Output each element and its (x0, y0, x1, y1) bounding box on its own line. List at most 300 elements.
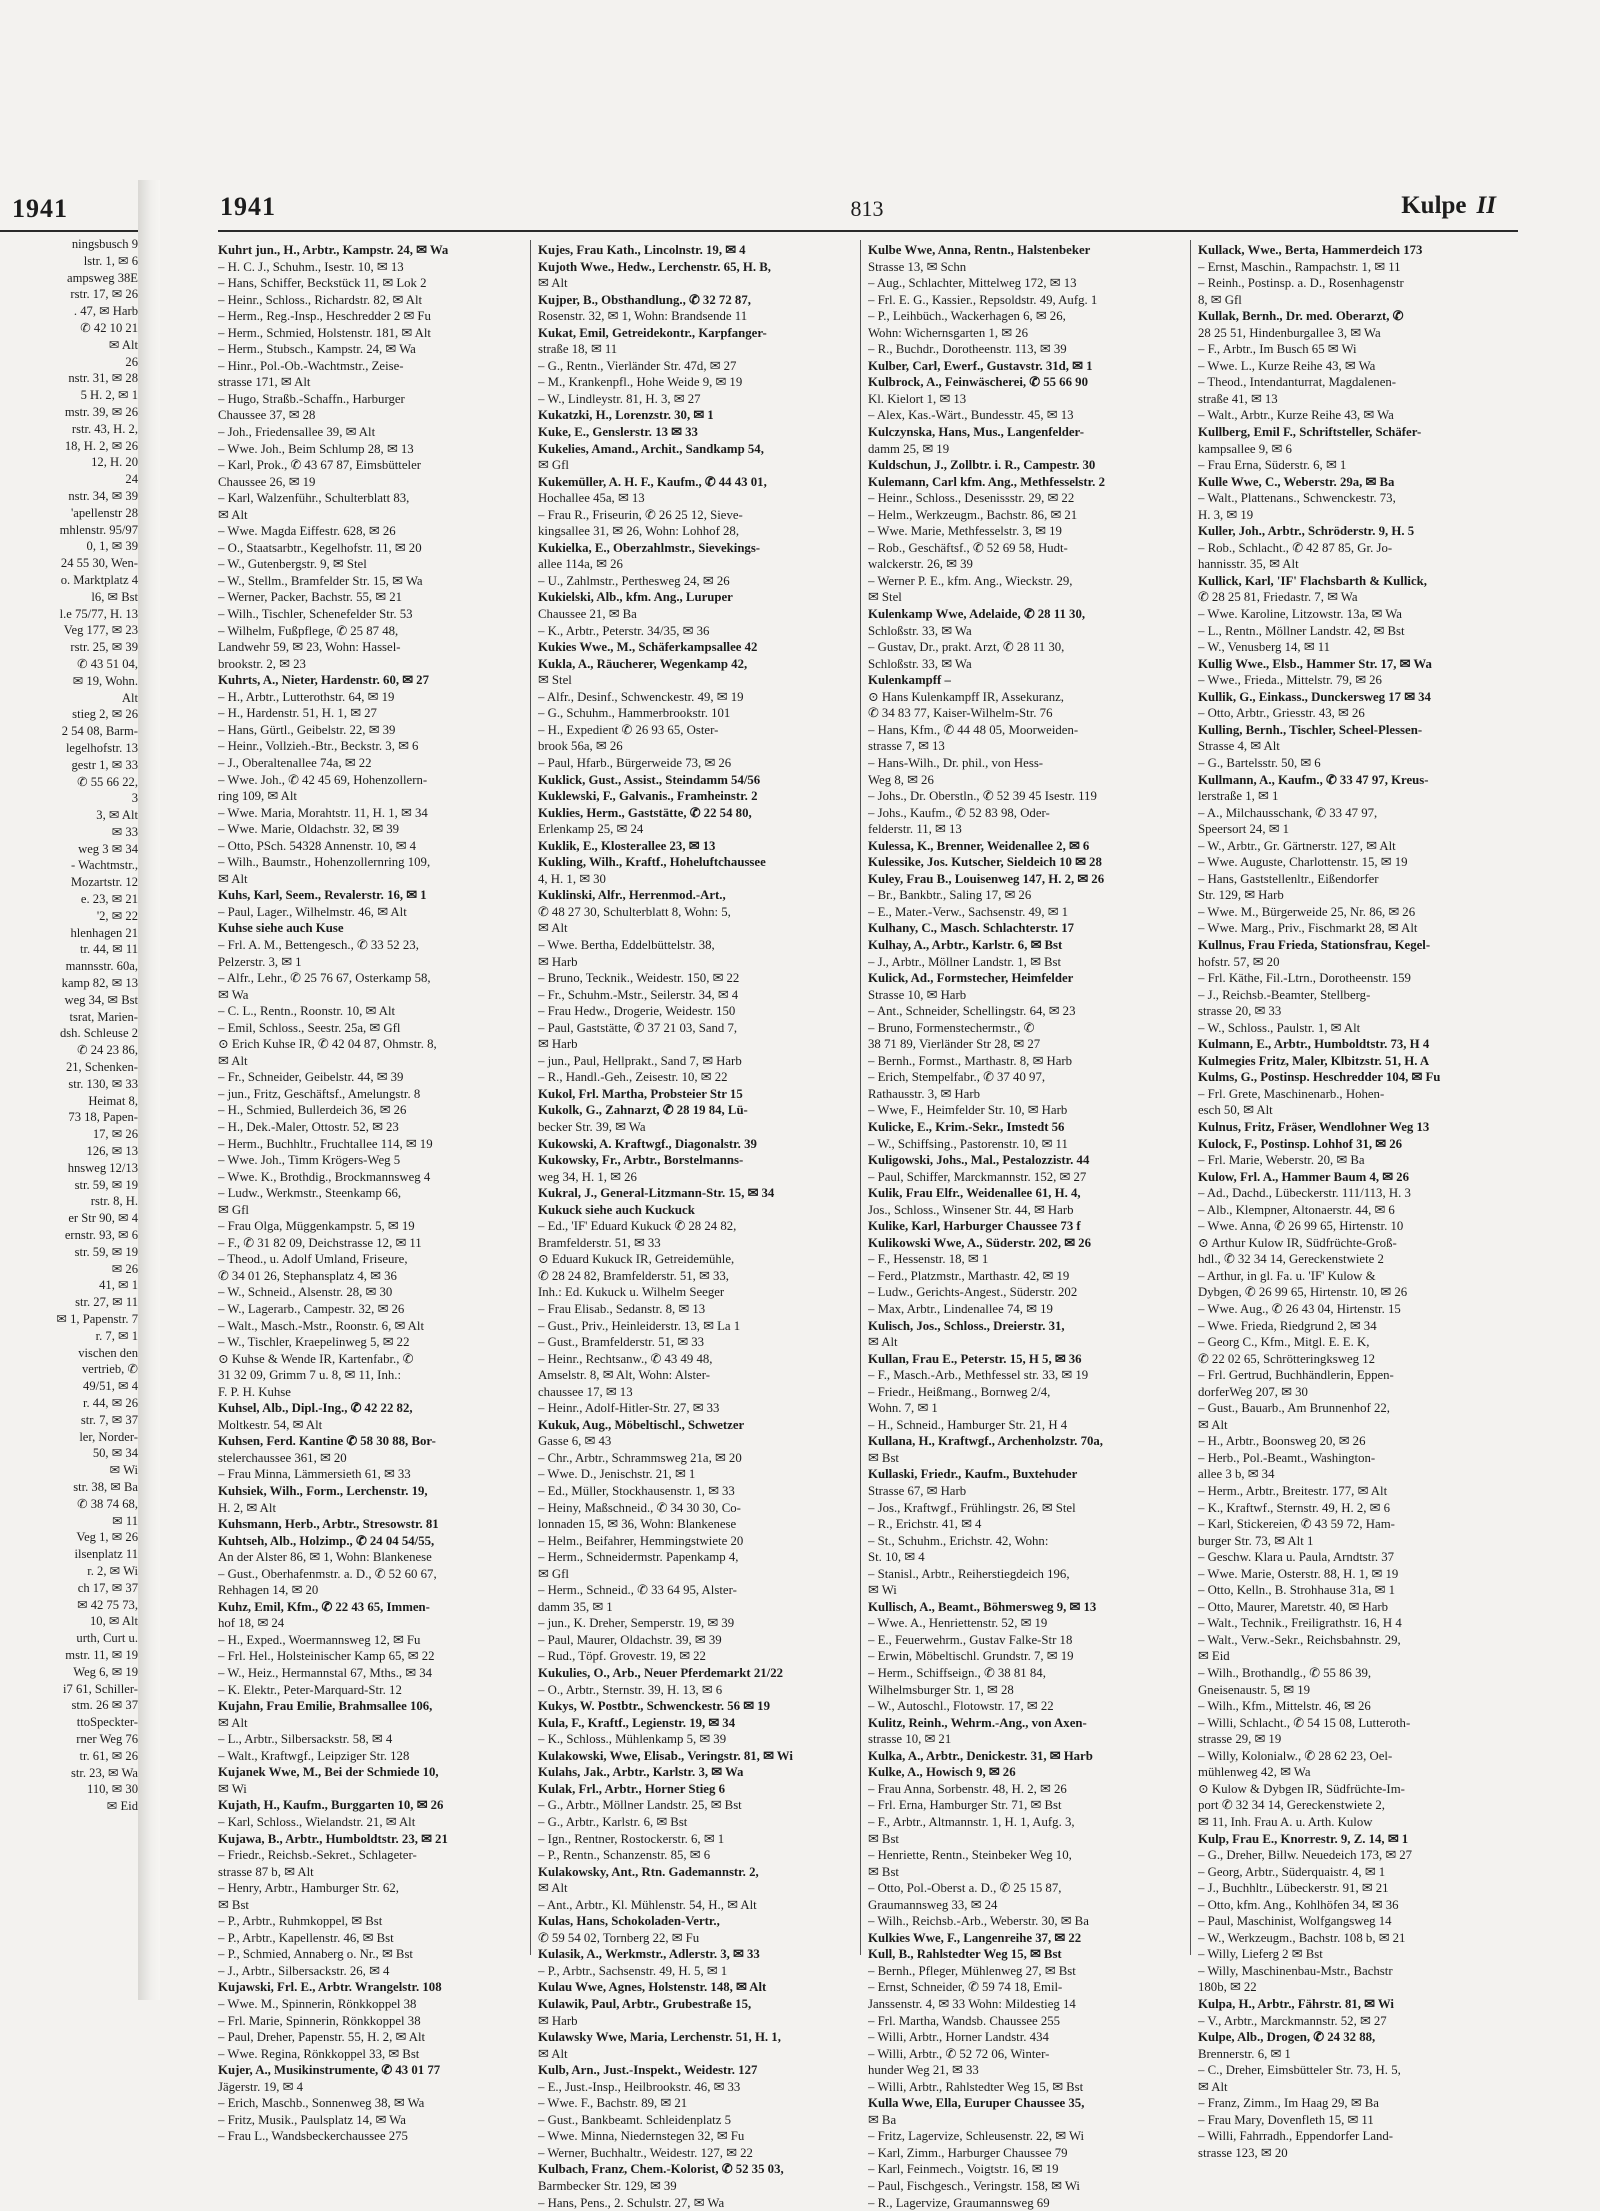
entry-line: – Jos., Kraftwgf., Frühlingstr. 26, ✉ Stel (868, 1500, 1076, 1515)
entry-line: – R., Lagervize, Graumannsweg 69 (868, 2195, 1050, 2210)
left-page-line: ✆ 42 10 21 (80, 320, 138, 335)
left-page-line: ✉ 1, Papenstr. 7 (56, 1312, 138, 1326)
entry-line: – Ad., Dachd., Lübeckerstr. 111/113, H. 3 (1198, 1186, 1411, 1201)
entry-line: – A., Milchausschank, ✆ 33 47 97, (1198, 805, 1378, 820)
entry-line: – Heinr., Schloss., Desenissstr. 29, ✉ 22 (868, 491, 1075, 506)
entry-line: – G., Arbtr., Möllner Landstr. 25, ✉ Bst (538, 1798, 742, 1813)
entry-line: – Herm., Schneidermstr. Papenkamp 4, (538, 1550, 739, 1565)
entry-heading: Kujer, A., Musikinstrumente, ✆ 43 01 77 (218, 2063, 441, 2078)
entry-line: – F., Masch.-Arb., Methfessel str. 33, ✉ 19 (868, 1368, 1089, 1383)
left-page-line: rstr. 25, ✉ 39 (70, 640, 138, 655)
entry-line: ✉ Bst (868, 1450, 899, 1465)
entry-line: – Wwe. Frieda, Riedgrund 2, ✉ 34 (1198, 1318, 1377, 1333)
entry-line: – Ed., Müller, Stockhausenstr. 1, ✉ 33 (538, 1484, 735, 1499)
entry-line: ✉ Eid (1198, 1649, 1230, 1664)
entry-line: hdl., ✆ 32 34 14, Gereckenstwiete 2 (1198, 1252, 1384, 1267)
entry-line: ✉ Ba (868, 2112, 897, 2127)
entry-line: ✆ 48 27 30, Schulterblatt 8, Wohn: 5, (538, 904, 731, 919)
left-page-line: l6, ✉ Bst (91, 589, 138, 604)
entry-heading: Kullig Wwe., Elsb., Hammer Str. 17, ✉ Wa (1198, 656, 1432, 671)
entry-line: – W., Gutenbergstr. 9, ✉ Stel (218, 557, 367, 572)
entry-line: ⊙ Arthur Kulow IR, Südfrüchte-Groß- (1198, 1235, 1397, 1250)
entry-line: – Wwe. Karoline, Litzowstr. 13a, ✉ Wa (1198, 607, 1402, 622)
entry-line: – G., Dreher, Billw. Neuedeich 173, ✉ 27 (1198, 1848, 1413, 1863)
entry-line: – P., Leihbüch., Wackerhagen 6, ✉ 26, (868, 309, 1066, 324)
entry-line: – Heinr., Schloss., Richardstr. 82, ✉ Alt (218, 292, 423, 307)
entry-heading: Kulow, Frl. A., Hammer Baum 4, ✉ 26 (1198, 1169, 1409, 1184)
entry-line: – Heinr., Adolf-Hitler-Str. 27, ✉ 33 (538, 1401, 720, 1416)
entry-line: – Fr., Schuhm.-Mstr., Seilerstr. 34, ✉ 4 (538, 987, 739, 1002)
entry-line: ✆ 34 01 26, Stephansplatz 4, ✉ 36 (218, 1268, 397, 1283)
entry-line: hofstr. 57, ✉ 20 (1198, 954, 1280, 969)
entry-heading: Kujoth Wwe., Hedw., Lerchenstr. 65, H. B, (538, 259, 771, 274)
entry-line: – Stanisl., Arbtr., Reiherstiegdeich 196, (868, 1566, 1070, 1581)
entry-heading: Kujath, H., Kaufm., Burggarten 10, ✉ 26 (218, 1798, 444, 1813)
entry-line: hannisstr. 35, ✉ Alt (1198, 557, 1299, 572)
directory-column-3 (868, 242, 1172, 2211)
left-page-line: '2, ✉ 22 (96, 908, 138, 923)
entry-heading: Kulike, Karl, Harburger Chaussee 73 f (868, 1219, 1081, 1234)
left-page-line: l.e 75/77, H. 13 (59, 606, 138, 621)
entry-line: – E., Mater.-Verw., Sachsenstr. 49, ✉ 1 (868, 904, 1069, 919)
left-page-line: ✉ Wi (109, 1463, 138, 1478)
entry-heading: Kulock, F., Postinsp. Lohhof 31, ✉ 26 (1198, 1136, 1403, 1151)
entry-line: – Alfr., Lehr., ✆ 25 76 67, Osterkamp 58, (218, 971, 431, 986)
entry-line: – Willi, Arbtr., ✆ 52 72 06, Winter- (868, 2046, 1050, 2061)
entry-line: Rehhagen 14, ✉ 20 (218, 1583, 319, 1598)
entry-heading: Kukemüller, A. H. F., Kaufm., ✆ 44 43 01, (538, 474, 767, 489)
entry-line: ⊙ Hans Kulenkampff IR, Assekuranz, (868, 689, 1065, 704)
left-page-line: ch 17, ✉ 37 (77, 1580, 138, 1595)
entry-line: Strasse 4, ✉ Alt (1198, 739, 1280, 754)
entry-line: mühlenweg 42, ✉ Wa (1198, 1765, 1311, 1780)
left-page-line: vischen den (78, 1345, 138, 1360)
entry-heading: Kulau Wwe, Agnes, Holstenstr. 148, ✉ Alt (538, 1980, 767, 1995)
entry-heading: Kuligowski, Johs., Mal., Pestalozzistr. 44 (868, 1153, 1090, 1168)
entry-line: Schloßstr. 33, ✉ Wa (868, 656, 972, 671)
entry-line: kingsallee 31, ✉ 26, Wohn: Lohhof 28, (538, 524, 740, 539)
entry-line: – Walt., Verw.-Sekr., Reichsbahnstr. 29, (1198, 1632, 1401, 1647)
left-page-line: tr. 44, ✉ 11 (79, 942, 138, 957)
entry-line: Wohn: Wichernsgarten 1, ✉ 26 (868, 325, 1028, 340)
entry-line: ✉ Alt (218, 507, 248, 522)
entry-line: – H., Arbtr., Lutterothstr. 64, ✉ 19 (218, 689, 395, 704)
entry-heading: Kulahs, Jak., Arbtr., Karlstr. 3, ✉ Wa (538, 1765, 744, 1780)
entry-line: – Theod., u. Adolf Umland, Friseure, (218, 1252, 408, 1267)
entry-line: Rathausstr. 3, ✉ Harb (868, 1086, 981, 1101)
entry-heading: Kulitz, Reinh., Wehrm.-Ang., von Axen- (868, 1715, 1087, 1730)
entry-line: – Willy, Maschinenbau-Mstr., Bachstr (1198, 1963, 1393, 1978)
entry-heading: Kulak, Frl., Arbtr., Horner Stieg 6 (538, 1781, 725, 1796)
directory-column-4 (1198, 242, 1502, 2161)
entry-line: – Willi, Fahrradh., Eppendorfer Land- (1198, 2129, 1394, 2144)
left-page-line: urth, Curt u. (76, 1631, 138, 1646)
entry-line: – Wwe. Regina, Rönkkoppel 33, ✉ Bst (218, 2046, 420, 2061)
entry-line: stelerchaussee 361, ✉ 20 (218, 1450, 347, 1465)
entry-line: – Wwe. Magda Eiffestr. 628, ✉ 26 (218, 524, 396, 539)
entry-line: ✉ Wa (218, 987, 249, 1002)
left-page-line: mhlenstr. 95/97 (59, 522, 138, 537)
left-page-line: Veg 1, ✉ 26 (76, 1530, 138, 1545)
entry-line: 28 25 51, Hindenburgallee 3, ✉ Wa (1198, 325, 1381, 340)
left-page-line: 3, ✉ Alt (96, 808, 138, 823)
entry-line: – Henriette, Rentn., Steinbeker Weg 10, (868, 1848, 1072, 1863)
entry-line: – H., Schneid., Hamburger Str. 21, H 4 (868, 1417, 1068, 1432)
entry-line: – Karl, Feinmech., Voigtstr. 16, ✉ 19 (868, 2162, 1059, 2177)
left-page-line: legelhofstr. 13 (65, 740, 138, 755)
entry-heading: Kulle Wwe, C., Weberstr. 29a, ✉ Ba (1198, 474, 1395, 489)
entry-line: brook 56a, ✉ 26 (538, 739, 623, 754)
entry-line: ✉ Harb (538, 2013, 578, 2028)
left-page-line: ✉ 42 75 73, (77, 1597, 138, 1612)
entry-line: H. 3, ✉ 19 (1198, 507, 1254, 522)
left-page-line: e. 23, ✉ 21 (80, 892, 138, 907)
entry-line: – Wwe. Joh., Beim Schlump 28, ✉ 13 (218, 441, 414, 456)
entry-line: Pelzerstr. 3, ✉ 1 (218, 954, 302, 969)
left-page-line: str. 7, ✉ 37 (80, 1412, 138, 1427)
entry-heading: Kulms, G., Postinsp. Heschredder 104, ✉ Fu (1198, 1070, 1441, 1085)
entry-line: – Gust., Bankbeamt. Schleidenplatz 5 (538, 2112, 731, 2127)
entry-heading: Kulbe Wwe, Anna, Rentn., Halstenbeker (868, 243, 1091, 257)
left-page-line: 12, H. 20 (91, 455, 138, 470)
entry-line: – H., Dek.-Maler, Ottostr. 52, ✉ 23 (218, 1119, 399, 1134)
entry-line: ✆ 28 25 81, Friedastr. 7, ✉ Wa (1198, 590, 1358, 605)
entry-line: – Walt., Kraftwgf., Leipziger Str. 128 (218, 1748, 410, 1763)
entry-line: ✉ Alt (538, 921, 568, 936)
entry-line: Graumannsweg 33, ✉ 24 (868, 1897, 998, 1912)
entry-line: – G., Bartelsstr. 50, ✉ 6 (1198, 755, 1321, 770)
entry-heading: Kulczynska, Hans, Mus., Langenfelder- (868, 425, 1085, 440)
entry-line: strasse 123, ✉ 20 (1198, 2145, 1288, 2160)
left-page-line: mannsstr. 60a, (65, 959, 138, 974)
entry-line: ✉ Alt (218, 1053, 248, 1068)
entry-line: – Wwe. Auguste, Charlottenstr. 15, ✉ 19 (1198, 855, 1408, 870)
entry-line: – E., Feuerwehrm., Gustav Falke-Str 18 (868, 1632, 1073, 1647)
entry-line: ✉ Gfl (538, 458, 569, 473)
entry-line: – Herm., Arbtr., Breitestr. 177, ✉ Alt (1198, 1484, 1388, 1499)
entry-line: Strasse 67, ✉ Harb (868, 1484, 967, 1499)
entry-line: – Frau Elisab., Sedanstr. 8, ✉ 13 (538, 1302, 706, 1316)
entry-heading: Kulbrock, A., Feinwäscherei, ✆ 55 66 90 (868, 375, 1088, 390)
entry-line: ✉ Gfl (538, 1566, 569, 1581)
entry-line: ✆ 28 24 82, Bramfelderstr. 51, ✉ 33, (538, 1268, 729, 1283)
entry-line: – Wwe. Joh., Timm Krögers-Weg 5 (218, 1153, 401, 1168)
left-page-line: ningsbusch 9 (71, 237, 138, 251)
entry-heading: Kulmann, E., Arbtr., Humboldtstr. 73, H 4 (1198, 1037, 1430, 1052)
entry-heading: Kulke, A., Howisch 9, ✉ 26 (868, 1765, 1016, 1780)
entry-line: – J., Oberaltenallee 74a, ✉ 22 (218, 755, 372, 770)
entry-heading: Kullnus, Frau Frieda, Stationsfrau, Kegel- (1198, 937, 1431, 952)
left-page-header-rule (0, 230, 138, 232)
left-page-line: nstr. 34, ✉ 39 (68, 488, 138, 503)
entry-line: – Walt., Plattenans., Schwenckestr. 73, (1198, 491, 1396, 506)
entry-line: – Karl, Prok., ✆ 43 67 87, Eimsbütteler (218, 458, 422, 473)
entry-line: – Bruno, Tecknik., Weidestr. 150, ✉ 22 (538, 971, 740, 986)
entry-heading: Kuhrt jun., H., Arbtr., Kampstr. 24, ✉ Wa (218, 243, 449, 257)
entry-heading: Kulasik, A., Werkmstr., Adlerstr. 3, ✉ 33 (538, 1947, 760, 1962)
entry-line: – Paul, Fischgesch., Veringstr. 158, ✉ Wi (868, 2178, 1080, 2193)
entry-heading: Kuhtseh, Alb., Holzimp., ✆ 24 04 54/55, (218, 1533, 435, 1548)
entry-line: – Rud., Töpf. Grovestr. 19, ✉ 22 (538, 1649, 706, 1664)
entry-line: – Frl. Hel., Holsteinischer Kamp 65, ✉ 22 (218, 1649, 435, 1664)
entry-line: ✉ Alt (218, 1715, 248, 1730)
entry-heading: Kujawa, B., Arbtr., Humboldtstr. 23, ✉ 21 (218, 1831, 448, 1846)
entry-heading: Kulessike, Jos. Kutscher, Sieldeich 10 ✉ 28 (868, 855, 1102, 870)
entry-line: becker Str. 39, ✉ Wa (538, 1119, 646, 1134)
entry-line: ✆ 22 02 65, Schrötteringksweg 12 (1198, 1351, 1376, 1366)
entry-line: – P., Arbtr., Sachsenstr. 49, H. 5, ✉ 1 (538, 1963, 728, 1978)
entry-line: – Karl, Stickereien, ✆ 43 59 72, Ham- (1198, 1517, 1395, 1532)
entry-line: ⊙ Erich Kuhse IR, ✆ 42 04 87, Ohmstr. 8, (218, 1037, 437, 1052)
entry-heading: Kukral, J., General-Litzmann-Str. 15, ✉ 34 (538, 1186, 775, 1201)
column-divider (530, 240, 531, 1955)
directory-column-2 (538, 242, 842, 2211)
entry-line: Kl. Kielort 1, ✉ 13 (868, 391, 967, 406)
page-header (208, 190, 1526, 226)
entry-line: 4, H. 1, ✉ 30 (538, 871, 606, 886)
entry-line: – R., Erichstr. 41, ✉ 4 (868, 1517, 982, 1532)
entry-line: – W., Schneid., Alsenstr. 28, ✉ 30 (218, 1285, 393, 1300)
left-page-line: 'apellenstr 28 (71, 505, 138, 520)
entry-line: – Erich, Stempelfabr., ✆ 37 40 97, (868, 1070, 1046, 1085)
entry-heading: Kuhrts, A., Nieter, Hardenstr. 60, ✉ 27 (218, 673, 429, 688)
entry-line: Speersort 24, ✉ 1 (1198, 822, 1290, 837)
entry-line: – Helm., Beifahrer, Hemmingstwiete 20 (538, 1533, 744, 1548)
left-page-line: 24 (125, 472, 138, 487)
entry-line: – Hinr., Pol.-Ob.-Wachtmstr., Zeise- (218, 358, 404, 373)
entry-line: – Bernh., Formst., Marthastr. 8, ✉ Harb (868, 1053, 1073, 1068)
left-page-line: ernstr. 93, ✉ 6 (64, 1228, 138, 1243)
left-page-line: mstr. 11, ✉ 19 (65, 1647, 138, 1662)
entry-line: – Alb., Klempner, Altonaerstr. 44, ✉ 6 (1198, 1202, 1395, 1217)
entry-line: ✉ Stel (868, 590, 902, 605)
entry-line: strasse 10, ✉ 21 (868, 1732, 952, 1747)
entry-line: Chaussee 21, ✉ Ba (538, 607, 637, 622)
entry-line: – Walt., Masch.-Mstr., Roonstr. 6, ✉ Alt (218, 1318, 425, 1333)
entry-line: – Heinr., Vollzieh.-Btr., Beckstr. 3, ✉ 6 (218, 739, 419, 754)
entry-line: H. 2, ✉ Alt (218, 1500, 277, 1515)
entry-heading: Kuhse siehe auch Kuse (218, 921, 344, 936)
left-page-line: str. 38, ✉ Ba (73, 1479, 138, 1494)
entry-line: – Georg, Arbtr., Süderquaistr. 4, ✉ 1 (1198, 1864, 1386, 1879)
entry-line: Hochallee 45a, ✉ 13 (538, 491, 645, 506)
entry-heading: Kulenkampff – (868, 673, 951, 688)
entry-line: – Ant., Schneider, Schellingstr. 64, ✉ 23 (868, 1004, 1076, 1019)
entry-line: Strasse 10, ✉ Harb (868, 987, 967, 1002)
entry-heading: Kulpe, Alb., Drogen, ✆ 24 32 88, (1198, 2030, 1376, 2045)
entry-line: – Frau Hedw., Drogerie, Weidestr. 150 (538, 1004, 736, 1019)
entry-line: – Wwe. F., Bachstr. 89, ✉ 21 (538, 2096, 688, 2111)
entry-line: – Wwe. Marie, Oldachstr. 32, ✉ 39 (218, 822, 400, 837)
entry-heading: Kukla, A., Räucherer, Wegenkamp 42, (538, 656, 748, 671)
left-page-line: r. 7, ✉ 1 (95, 1328, 138, 1343)
left-page-line: tr. 61, ✉ 26 (79, 1748, 138, 1763)
entry-line: – Aug., Schlachter, Mittelweg 172, ✉ 13 (868, 276, 1077, 291)
entry-line: – Karl, Walzenführ., Schulterblatt 83, (218, 491, 410, 506)
entry-line: – Fr., Schneider, Geibelstr. 44, ✉ 39 (218, 1070, 404, 1085)
entry-line: – Wilh., Tischler, Schenefelder Str. 53 (218, 607, 413, 622)
left-page-line: hlenhagen 21 (70, 925, 138, 940)
left-page-line: Weg 6, ✉ 19 (73, 1664, 138, 1679)
entry-line: – Johs., Dr. Oberstln., ✆ 52 39 45 Isestr. 119 (868, 789, 1097, 804)
entry-heading: Kulakowski, Wwe, Elisab., Veringstr. 81, ✉ Wi (538, 1748, 793, 1763)
entry-line: ✉ Alt (538, 276, 568, 291)
left-page-line: Mozartstr. 12 (70, 875, 138, 890)
running-head (1401, 192, 1496, 220)
entry-line: – F., Hessenstr. 18, ✉ 1 (868, 1252, 989, 1267)
entry-heading: Kulessa, K., Brenner, Weidenallee 2, ✉ 6 (868, 838, 1090, 853)
entry-line: 8, ✉ Gfl (1198, 292, 1242, 307)
entry-line: Jägerstr. 19, ✉ 4 (218, 2079, 304, 2094)
entry-line: – Wilh., Kfm., Mittelstr. 46, ✉ 26 (1198, 1699, 1371, 1714)
entry-line: walckerstr. 26, ✉ 39 (868, 557, 973, 572)
entry-line: – Wwe. Marie, Osterstr. 88, H. 1, ✉ 19 (1198, 1566, 1399, 1581)
entry-line: – Theod., Intendanturrat, Magdalenen- (1198, 375, 1397, 390)
left-page-line: stieg 2, ✉ 26 (72, 707, 138, 722)
entry-line: – Frau Olga, Müggenkampstr. 5, ✉ 19 (218, 1219, 415, 1234)
entry-line: – Wwe. Maria, Morahtstr. 11, H. 1, ✉ 34 (218, 805, 428, 820)
entry-line: – jun., Paul, Hellprakt., Sand 7, ✉ Harb (538, 1053, 742, 1068)
entry-line: – Ludw., Werkmstr., Steenkamp 66, (218, 1186, 402, 1201)
entry-line: An der Alster 86, ✉ 1, Wohn: Blankenese (218, 1550, 432, 1565)
entry-line: – Werner, Buchhaltr., Weidestr. 127, ✉ 22 (538, 2145, 753, 2160)
left-page-line: 24 55 30, Wen- (60, 556, 138, 571)
entry-line: – Wwe. Joh., ✆ 42 45 69, Hohenzollern- (218, 772, 428, 787)
entry-heading: Kulemann, Carl kfm. Ang., Methfesselstr. 2 (868, 474, 1105, 489)
entry-line: – Herm., Schiffseign., ✆ 38 81 84, (868, 1666, 1046, 1681)
entry-line: – Wwe. Minna, Niedernstegen 32, ✉ Fu (538, 2129, 745, 2144)
entry-line: – Otto, Pol.-Oberst a. D., ✆ 25 15 87, (868, 1881, 1062, 1896)
entry-line: – O., Arbtr., Sternstr. 39, H. 13, ✉ 6 (538, 1682, 723, 1697)
entry-line: – F., ✆ 31 82 09, Deichstrasse 12, ✉ 11 (218, 1235, 422, 1250)
left-page-line: gestr 1, ✉ 33 (71, 757, 138, 772)
left-page-line: 50, ✉ 34 (92, 1446, 138, 1461)
page-number: 813 (850, 196, 884, 221)
entry-line: – Frl. Käthe, Fil.-Ltrn., Dorotheenstr. 159 (1198, 971, 1411, 986)
entry-line: kampsallee 9, ✉ 6 (1198, 441, 1292, 456)
left-page-line: 10, ✉ Alt (90, 1614, 138, 1629)
entry-line: – K., Kraftwf., Sternstr. 49, H. 2, ✉ 6 (1198, 1500, 1390, 1515)
entry-line: – Wwe. K., Brothdig., Brockmannsweg 4 (218, 1169, 431, 1184)
entry-line: – Wwe, F., Heimfelder Str. 10, ✉ Harb (868, 1103, 1068, 1118)
entry-line: – Wwe., Frieda., Mittelstr. 79, ✉ 26 (1198, 673, 1382, 688)
entry-line: Landwehr 59, ✉ 23, Wohn: Hassel- (218, 640, 401, 655)
entry-line: dorferWeg 207, ✉ 30 (1198, 1384, 1308, 1399)
entry-line: Weg 8, ✉ 26 (868, 772, 934, 787)
entry-heading: Kullak, Bernh., Dr. med. Oberarzt, ✆ (1198, 309, 1404, 324)
entry-line: – U., Zahlmstr., Perthesweg 24, ✉ 26 (538, 573, 730, 588)
entry-line: – Max, Arbtr., Lindenallee 74, ✉ 19 (868, 1302, 1053, 1316)
entry-line: – W., Schiffsing., Pastorenstr. 10, ✉ 11 (868, 1136, 1068, 1151)
entry-line: allee 3 b, ✉ 34 (1198, 1467, 1275, 1482)
entry-heading: Kulenkamp Wwe, Adelaide, ✆ 28 11 30, (868, 607, 1086, 622)
entry-line: strasse 7, ✉ 13 (868, 739, 945, 754)
directory-column-1 (218, 242, 522, 2145)
entry-heading: Kulik, Frau Elfr., Weidenallee 61, H. 4, (868, 1186, 1081, 1201)
entry-line: – Herm., Stubsch., Kampstr. 24, ✉ Wa (218, 342, 416, 357)
entry-line: – Wwe. Marie, Methfesselstr. 3, ✉ 19 (868, 524, 1062, 539)
entry-line: Jos., Schloss., Winsener Str. 44, ✉ Harb (868, 1202, 1074, 1217)
entry-line: – Emil, Schloss., Seestr. 25a, ✉ Gfl (218, 1020, 401, 1035)
entry-line: – Gust., Bramfelderstr. 51, ✉ 33 (538, 1335, 705, 1350)
left-page-line: er Str 90, ✉ 4 (68, 1211, 138, 1226)
left-page-line: Alt (121, 690, 138, 705)
entry-heading: Kuhz, Emil, Kfm., ✆ 22 43 65, Immen- (218, 1599, 430, 1614)
entry-line: – Karl, Schloss., Wielandstr. 21, ✉ Alt (218, 1814, 416, 1829)
entry-line: – Rob., Schlacht., ✆ 42 87 85, Gr. Jo- (1198, 540, 1393, 555)
entry-heading: Kull, B., Rahlstedter Weg 15, ✉ Bst (868, 1947, 1062, 1962)
entry-line: – Willy, Kolonialw., ✆ 28 62 23, Oel- (1198, 1748, 1393, 1763)
entry-line: damm 25, ✉ 19 (868, 441, 950, 456)
entry-line: – Frl. Martha, Wandsb. Chaussee 255 (868, 2013, 1061, 2028)
entry-line: Brennerstr. 6, ✉ 1 (1198, 2046, 1291, 2061)
left-page-line: o. Marktplatz 4 (60, 572, 138, 587)
left-page-line: hnsweg 12/13 (67, 1160, 138, 1175)
entry-line: Inh.: Ed. Kukuck u. Wilhelm Seeger (538, 1285, 725, 1300)
entry-line: – Wwe. Anna, ✆ 26 99 65, Hirtenstr. 10 (1198, 1219, 1404, 1234)
entry-line: – Paul, Gaststätte, ✆ 37 21 03, Sand 7, (538, 1020, 738, 1035)
entry-line: – Wilh., Baumstr., Hohenzollernring 109, (218, 855, 431, 870)
entry-line: Wilhelmsburger Str. 1, ✉ 28 (868, 1682, 1014, 1697)
entry-line: – P., Rentn., Schanzenstr. 85, ✉ 6 (538, 1848, 711, 1863)
left-page-line: rstr. 17, ✉ 26 (70, 287, 138, 302)
entry-line: – G., Rentn., Vierländer Str. 47d, ✉ 27 (538, 358, 737, 373)
left-page-line: str. 130, ✉ 33 (68, 1076, 138, 1091)
entry-heading: Kulber, Carl, Ewerf., Gustavstr. 31d, ✉ 1 (868, 358, 1093, 373)
entry-line: Janssenstr. 4, ✉ 33 Wohn: Mildestieg 14 (868, 1996, 1076, 2011)
entry-line: – Hans, Schiffer, Beckstück 11, ✉ Lok 2 (218, 276, 427, 291)
entry-line: Bramfelderstr. 51, ✉ 33 (538, 1235, 661, 1250)
entry-line: – F., Arbtr., Im Busch 65 ✉ Wi (1198, 342, 1357, 357)
entry-heading: Kullan, Frau E., Peterstr. 15, H 5, ✉ 36 (868, 1351, 1082, 1366)
entry-line: ✉ Alt (1198, 1417, 1228, 1432)
entry-heading: Kula, F., Kraftf., Legienstr. 19, ✉ 34 (538, 1715, 736, 1730)
entry-line: 31 32 09, Grimm 7 u. 8, ✉ 11, Inh.: (218, 1368, 401, 1383)
entry-heading: Kulicke, E., Krim.-Sekr., Imstedt 56 (868, 1119, 1065, 1134)
entry-line: 38 71 89, Vierländer Str 28, ✉ 27 (868, 1037, 1041, 1052)
entry-line: – H., Arbtr., Boonsweg 20, ✉ 26 (1198, 1434, 1366, 1449)
entry-line: – F., Arbtr., Altmannstr. 1, H. 1, Aufg. 3, (868, 1814, 1075, 1829)
entry-line: – Georg C., Kfm., Mitgl. E. E. K, (1198, 1335, 1370, 1350)
entry-heading: Kuldschun, J., Zollbtr. i. R., Campestr. 30 (868, 458, 1096, 473)
entry-line: Moltkestr. 54, ✉ Alt (218, 1417, 323, 1432)
entry-line: – W., Lagerarb., Campestr. 32, ✉ 26 (218, 1302, 405, 1316)
entry-line: – Bernh., Pfleger, Mühlenweg 27, ✉ Bst (868, 1963, 1076, 1978)
entry-heading: Kulisch, Jos., Schloss., Dreierstr. 31, (868, 1318, 1065, 1333)
left-page-line: ✉ 26 (111, 1261, 138, 1276)
entry-heading: Kuller, Joh., Arbtr., Schröderstr. 9, H. 5 (1198, 524, 1415, 539)
left-page-line: dsh. Schleuse 2 (59, 1026, 138, 1041)
entry-line: – W., Stellm., Bramfelder Str. 15, ✉ Wa (218, 573, 423, 588)
volume-number: II (1476, 192, 1496, 219)
entry-line: – Friedr., Reichsb.-Sekret., Schlageter- (218, 1848, 417, 1863)
entry-line: – jun., Fritz, Geschäftsf., Amelungstr. 8 (218, 1086, 421, 1101)
left-page-line: 3 (131, 791, 138, 806)
left-page-line: Heimat 8, (88, 1093, 138, 1108)
entry-line: – Paul, Schiffer, Marckmannstr. 152, ✉ 27 (868, 1169, 1087, 1184)
entry-line: Wohn. 7, ✉ 1 (868, 1401, 938, 1416)
left-page-line: 26 (125, 354, 138, 369)
entry-line: ✉ Alt (1198, 2079, 1228, 2094)
left-page-line: 126, ✉ 13 (86, 1144, 138, 1159)
entry-line: – W., Heiz., Hermannstal 67, Mths., ✉ 34 (218, 1666, 433, 1681)
entry-line: hof 18, ✉ 24 (218, 1616, 285, 1631)
entry-line: – Fritz, Musik., Paulsplatz 14, ✉ Wa (218, 2112, 406, 2127)
entry-line: ✉ Harb (538, 954, 578, 969)
entry-line: allee 114a, ✉ 26 (538, 557, 623, 572)
left-page-line: weg 34, ✉ Bst (64, 992, 138, 1007)
entry-line: – Karl, Zimm., Harburger Chaussee 79 (868, 2145, 1068, 2160)
